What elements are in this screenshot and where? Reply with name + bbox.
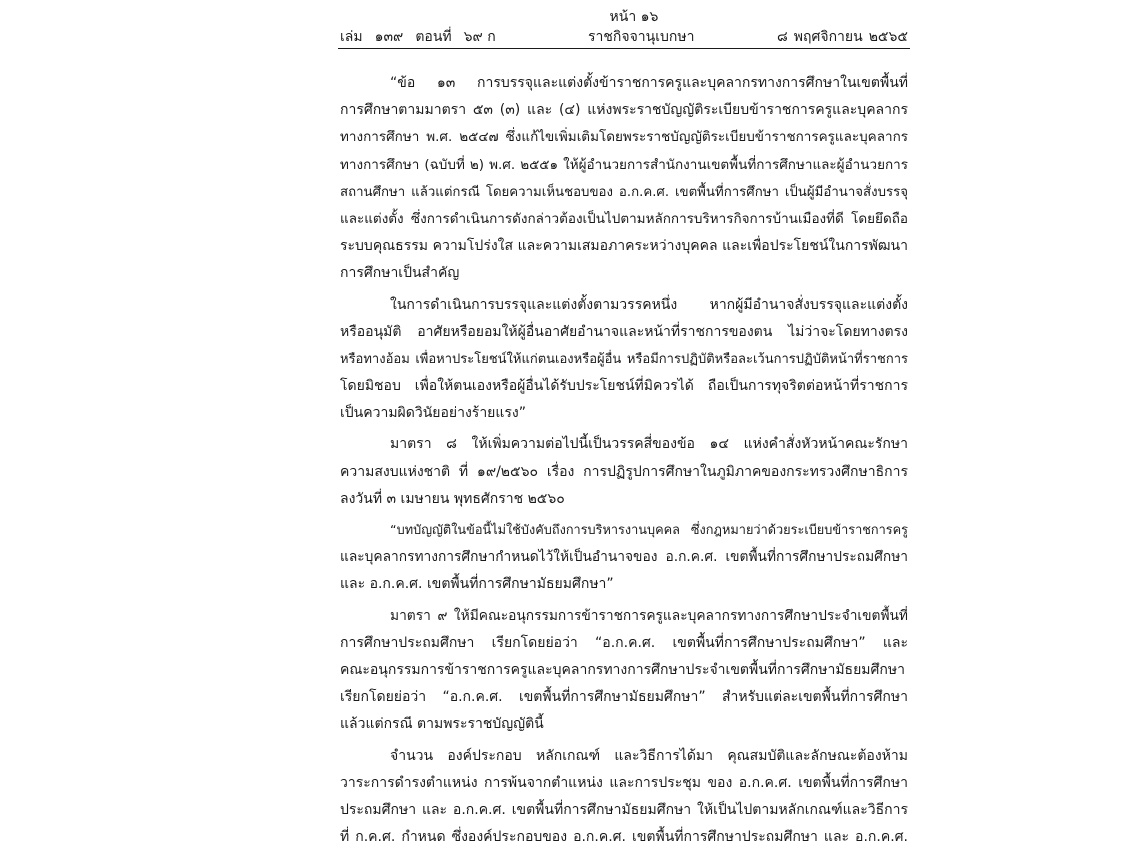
paragraph-line: แล้วแต่กรณี ตามพระราชบัญญัตินี้: [340, 716, 544, 733]
document-body: [340, 70, 908, 851]
volume-info: [340, 26, 508, 48]
paragraph-line: การศึกษาประถมศึกษา เรียกโดยย่อว่า “อ.ก.ค.ศ. เขตพื้นที่การศึกษาประถมศึกษา” และ: [340, 634, 908, 651]
page-number: หน้า ๑๖: [609, 9, 659, 25]
date-month: พฤศจิกายน: [793, 29, 863, 45]
paragraph-line: หรือทางอ้อม เพื่อหาประโยชน์ให้แก่ตนเองหรือผู้อื่น หรือมีการปฏิบัติหรือละเว้นการปฏิบัติหน้าที่ราชการ: [340, 351, 908, 367]
paragraph-line: การศึกษาเป็นสำคัญ: [340, 265, 460, 282]
date-day: ๘: [776, 29, 788, 45]
paragraph-line: ลงวันที่ ๓ เมษายน พุทธศักราช ๒๕๖๐: [340, 490, 565, 507]
paragraph-line: “บทบัญญัติในข้อนี้ไม่ใช้บังคับถึงการบริหารงานบุคคล ซึ่งกฎหมายว่าด้วยระเบียบข้าราชการครู: [390, 523, 908, 538]
section-label: ตอนที่: [415, 29, 452, 45]
paragraph-line: และแต่งตั้ง ซึ่งการดำเนินการดังกล่าวต้องเป็นไปตามหลักการบริหารกิจการบ้านเมืองที่ดี โดยยึดถือ: [340, 210, 908, 227]
paragraph-line: ในการดำเนินการบรรจุและแต่งตั้งตามวรรคหนึ่ง หากผู้มีอำนาจสั่งบรรจุและแต่งตั้ง: [390, 296, 908, 313]
paragraph-line: เป็นความผิดวินัยอย่างร้ายแรง”: [340, 405, 527, 422]
date-year: ๒๕๖๕: [868, 29, 908, 45]
paragraph-line: หรืออนุมัติ อาศัยหรือยอมให้ผู้อื่นอาศัยอำนาจและหน้าที่ราชการของตน ไม่ว่าจะโดยทางตรง: [340, 323, 908, 340]
paragraph-line: “ข้อ ๑๓ การบรรจุและแต่งตั้งข้าราชการครูและบุคลากรทางการศึกษาในเขตพื้นที่: [390, 75, 908, 91]
header-row: [338, 26, 910, 49]
page-header: [338, 8, 910, 49]
paragraph-line: เรียกโดยย่อว่า “อ.ก.ค.ศ. เขตพื้นที่การศึกษามัธยมศึกษา” สำหรับแต่ละเขตพื้นที่การศึกษา: [340, 689, 908, 706]
paragraph-line: ทางการศึกษา (ฉบับที่ ๒) พ.ศ. ๒๕๕๑ ให้ผู้อำนวยการสำนักงานเขตพื้นที่การศึกษาและผู้อำนวยการ: [340, 156, 908, 173]
volume-number: ๑๓๙: [374, 29, 404, 45]
section-number: ๖๙ ก: [463, 29, 496, 45]
paragraph-line: มาตรา ๙ ให้มีคณะอนุกรรมการข้าราชการครูและบุคลากรทางการศึกษาประจำเขตพื้นที่: [390, 607, 908, 624]
paragraph-line: ระบบคุณธรรม ความโปร่งใส และความเสมอภาคระหว่างบุคคล และเพื่อประโยชน์ในการพัฒนา: [340, 238, 908, 255]
paragraph-line: ประถมศึกษา และ อ.ก.ค.ศ. เขตพื้นที่การศึกษามัธยมศึกษา ให้เป็นไปตามหลักเกณฑ์และวิธีการ: [340, 801, 908, 818]
gazette-name: ราชกิจจานุเบกษา: [588, 29, 695, 45]
paragraph-line: สถานศึกษา แล้วแต่กรณี โดยความเห็นชอบของ อ.ก.ค.ศ. เขตพื้นที่การศึกษา เป็นผู้มีอำนาจสั่งบรรจุ: [340, 184, 908, 200]
paragraph-line: วาระการดำรงตำแหน่ง การพ้นจากตำแหน่ง และการประชุม ของ อ.ก.ค.ศ. เขตพื้นที่การศึกษา: [340, 774, 908, 791]
paragraph-line: มาตรา ๘ ให้เพิ่มความต่อไปนี้เป็นวรรคสี่ของข้อ ๑๔ แห่งคำสั่งหัวหน้าคณะรักษา: [390, 436, 908, 453]
paragraph-line: และ อ.ก.ค.ศ. เขตพื้นที่การศึกษามัธยมศึกษา”: [340, 576, 614, 593]
paragraph-line: และบุคลากรทางการศึกษากำหนดไว้ให้เป็นอำนาจของ อ.ก.ค.ศ. เขตพื้นที่การศึกษาประถมศึกษา: [340, 549, 908, 566]
paragraph-line: ความสงบแห่งชาติ ที่ ๑๙/๒๕๖๐ เรื่อง การปฏิรูปการศึกษาในภูมิภาคของกระทรวงศึกษาธิการ: [340, 463, 908, 480]
volume-label: เล่ม: [340, 29, 363, 45]
publication-date: [771, 26, 908, 48]
paragraph-line: ทางการศึกษา พ.ศ. ๒๕๔๗ ซึ่งแก้ไขเพิ่มเติมโดยพระราชบัญญัติระเบียบข้าราชการครูและบุคลากร: [340, 129, 908, 146]
paragraph-line: โดยมิชอบ เพื่อให้ตนเองหรือผู้อื่นได้รับประโยชน์ที่มิควรได้ ถือเป็นการทุจริตต่อหน้าที่ราชการ: [340, 378, 908, 395]
paragraph-line: จำนวน องค์ประกอบ หลักเกณฑ์ และวิธีการได้มา คุณสมบัติและลักษณะต้องห้าม: [390, 747, 908, 764]
paragraph-line: ที่ ก.ค.ศ. กำหนด ซึ่งองค์ประกอบของ อ.ก.ค.ศ. เขตพื้นที่การศึกษาประถมศึกษา และ อ.ก.ค.ศ.: [340, 829, 908, 846]
paragraph-line: การศึกษาตามมาตรา ๕๓ (๓) และ (๔) แห่งพระราชบัญญัติระเบียบข้าราชการครูและบุคลากร: [340, 102, 908, 119]
paragraph-line: คณะอนุกรรมการข้าราชการครูและบุคลากรทางการศึกษาประจำเขตพื้นที่การศึกษามัธยมศึกษา: [340, 661, 905, 678]
